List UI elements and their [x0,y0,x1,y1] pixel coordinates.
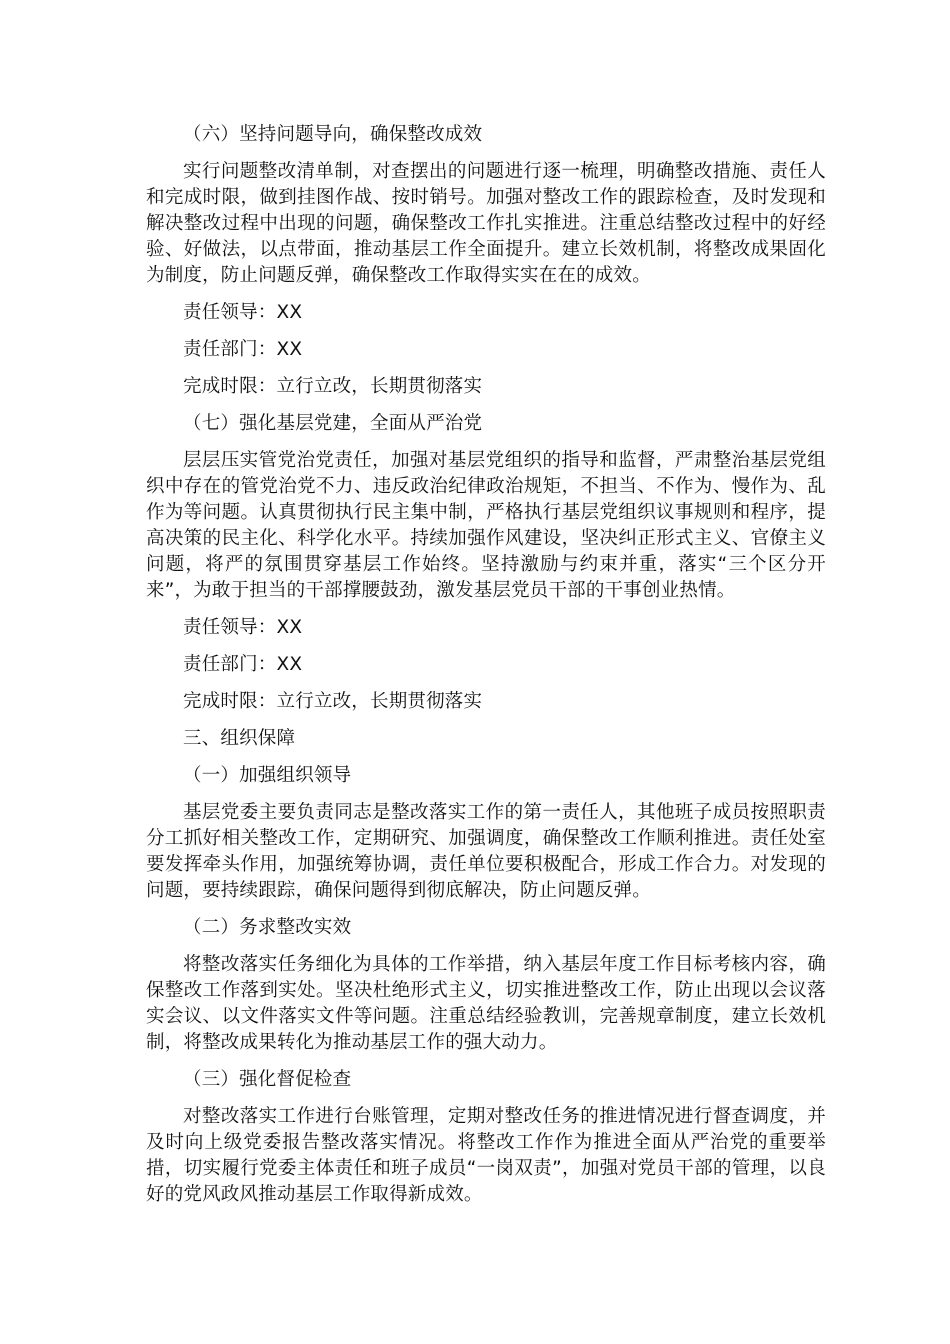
responsible-leader-6: 责任领导：XX [183,302,303,323]
subheading-6: （六）坚持问题导向，确保整改成效 [183,124,483,145]
paragraph-3-3: 对整改落实工作进行台账管理，定期对整改任务的推进情况进行督查调度，并及时向上级党委报告整改落实情况。将整改工作作为推进全面从严治党的重要举措，切实履行党委主体责任和班子成员“一岗双责”，加强对党员干部的管理，以良好的党风政风推动基层工作取得新成效。 [146,1106,826,1205]
paragraph-3-1: 基层党委主要负责同志是整改落实工作的第一责任人，其他班子成员按照职责分工抓好相关整改工作，定期研究、加强调度，确保整改工作顺利推进。责任处室要发挥牵头作用，加强统筹协调，责任单位要积极配合，形成工作合力。对发现的问题，要持续跟踪，确保问题得到彻底解决，防止问题反弹。 [146,802,826,901]
deadline-7: 完成时限：立行立改，长期贯彻落实 [183,691,483,712]
subheading-3-1: （一）加强组织领导 [183,765,352,786]
responsible-leader-7: 责任领导：XX [183,617,303,638]
deadline-6: 完成时限：立行立改，长期贯彻落实 [183,376,483,397]
paragraph-6: 实行问题整改清单制，对查摆出的问题进行逐一梳理，明确整改措施、责任人和完成时限，做到挂图作战、按时销号。加强对整改工作的跟踪检查，及时发现和解决整改过程中出现的问题，确保整改工作扎实推进。注重总结整改过程中的好经验、好做法，以点带面，推动基层工作全面提升。建立长效机制，将整改成果固化为制度，防止问题反弹，确保整改工作取得实实在在的成效。 [146,161,826,286]
responsible-dept-6: 责任部门：XX [183,339,303,360]
responsible-dept-7: 责任部门：XX [183,654,303,675]
document-page [146,122,826,1219]
paragraph-7: 层层压实管党治党责任，加强对基层党组织的指导和监督，严肃整治基层党组织中存在的管党治党不力、违反政治纪律政治规矩，不担当、不作为、慢作为、乱作为等问题。认真贯彻执行民主集中制，严格执行基层党组织议事规则和程序，提高决策的民主化、科学化水平。持续加强作风建设，坚决纠正形式主义、官僚主义问题，将严的氛围贯穿基层工作始终。坚持激励与约束并重，落实“三个区分开来”，为敢于担当的干部撑腰鼓劲，激发基层党员干部的干事创业热情。 [146,450,826,601]
subheading-7: （七）强化基层党建，全面从严治党 [183,413,483,434]
subheading-3-2: （二）务求整改实效 [183,917,352,938]
paragraph-3-2: 将整改落实任务细化为具体的工作举措，纳入基层年度工作目标考核内容，确保整改工作落到实处。坚决杜绝形式主义，切实推进整改工作，防止出现以会议落实会议、以文件落实文件等问题。注重总结经验教训，完善规章制度，建立长效机制，将整改成果转化为推动基层工作的强大动力。 [146,954,826,1053]
subheading-3-3: （三）强化督促检查 [183,1069,352,1090]
section-heading-3: 三、组织保障 [183,728,296,749]
